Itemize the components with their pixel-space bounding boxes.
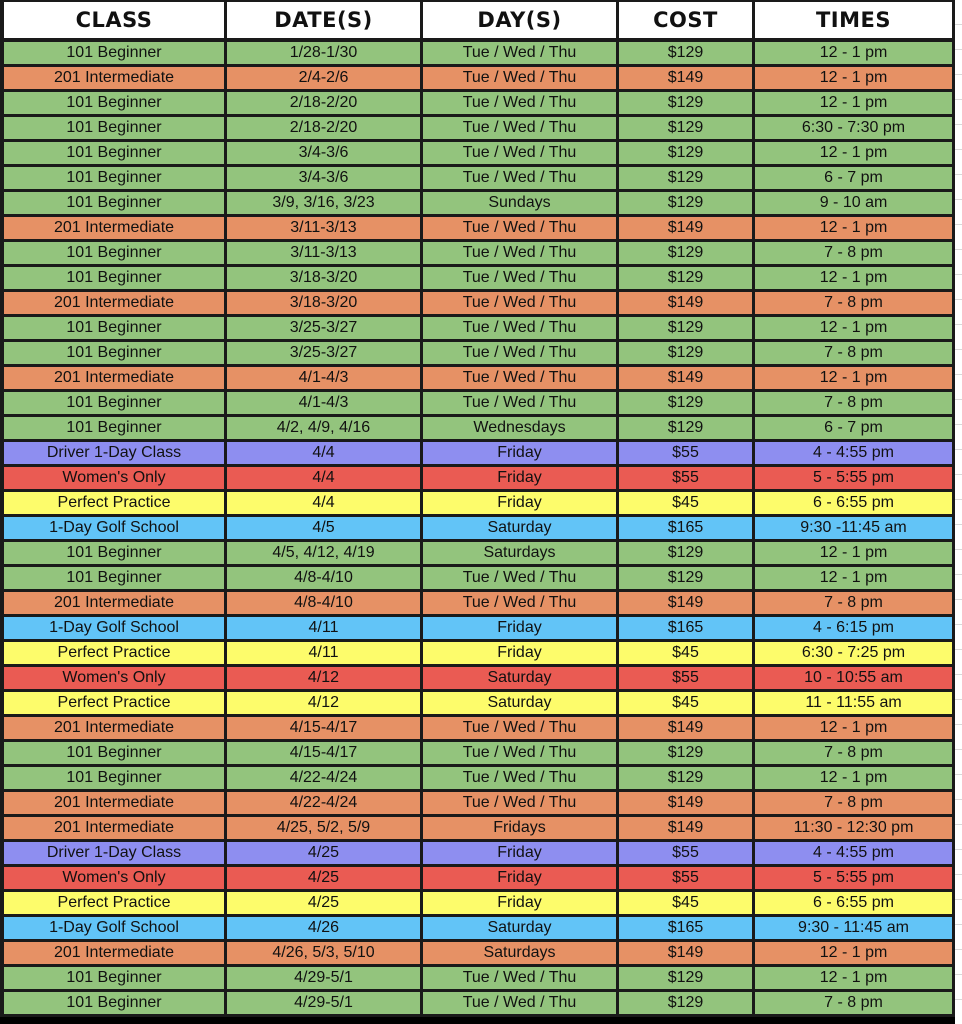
- cost-cell[interactable]: $129: [619, 767, 755, 792]
- class-cell[interactable]: 101 Beginner: [0, 567, 227, 592]
- cost-cell[interactable]: $129: [619, 967, 755, 992]
- cost-cell[interactable]: $149: [619, 292, 755, 317]
- class-cell[interactable]: Women's Only: [0, 867, 227, 892]
- days-cell[interactable]: Tue / Wed / Thu: [423, 592, 619, 617]
- cost-cell[interactable]: $149: [619, 792, 755, 817]
- dates-cell[interactable]: 4/4: [227, 467, 423, 492]
- times-cell[interactable]: 7 - 8 pm: [755, 242, 955, 267]
- class-cell[interactable]: Perfect Practice: [0, 692, 227, 717]
- table-row: [0, 667, 955, 692]
- times-cell[interactable]: 5 - 5:55 pm: [755, 867, 955, 892]
- dates-cell[interactable]: 4/26, 5/3, 5/10: [227, 942, 423, 967]
- dates-cell[interactable]: 4/25: [227, 892, 423, 917]
- class-cell[interactable]: Driver 1-Day Class: [0, 842, 227, 867]
- dates-cell[interactable]: 4/22-4/24: [227, 767, 423, 792]
- days-cell[interactable]: Friday: [423, 842, 619, 867]
- dates-cell[interactable]: 4/5, 4/12, 4/19: [227, 542, 423, 567]
- cost-cell[interactable]: $129: [619, 992, 755, 1017]
- cost-cell[interactable]: $55: [619, 842, 755, 867]
- days-cell[interactable]: Saturday: [423, 517, 619, 542]
- table-row: [0, 492, 955, 517]
- cost-cell[interactable]: $149: [619, 592, 755, 617]
- cost-cell[interactable]: $129: [619, 42, 755, 67]
- times-cell[interactable]: 12 - 1 pm: [755, 267, 955, 292]
- days-cell[interactable]: Tue / Wed / Thu: [423, 242, 619, 267]
- dates-cell[interactable]: 4/25: [227, 842, 423, 867]
- cost-cell[interactable]: $129: [619, 417, 755, 442]
- times-cell[interactable]: 10 - 10:55 am: [755, 667, 955, 692]
- dates-cell[interactable]: 2/18-2/20: [227, 117, 423, 142]
- times-cell[interactable]: 6 - 7 pm: [755, 167, 955, 192]
- dates-cell[interactable]: 3/18-3/20: [227, 267, 423, 292]
- days-cell[interactable]: Friday: [423, 442, 619, 467]
- table-row: [0, 167, 955, 192]
- days-cell[interactable]: Wednesdays: [423, 417, 619, 442]
- times-cell[interactable]: 7 - 8 pm: [755, 992, 955, 1017]
- cost-cell[interactable]: $45: [619, 642, 755, 667]
- times-cell[interactable]: 12 - 1 pm: [755, 767, 955, 792]
- table-body: [0, 42, 955, 1017]
- dates-cell[interactable]: 4/22-4/24: [227, 792, 423, 817]
- cost-cell[interactable]: $129: [619, 92, 755, 117]
- class-cell[interactable]: 201 Intermediate: [0, 817, 227, 842]
- table-row: [0, 467, 955, 492]
- header-days[interactable]: DAY(S): [423, 0, 619, 42]
- table-row: [0, 992, 955, 1017]
- dates-cell[interactable]: 4/25: [227, 867, 423, 892]
- times-cell[interactable]: 12 - 1 pm: [755, 217, 955, 242]
- days-cell[interactable]: Tue / Wed / Thu: [423, 392, 619, 417]
- dates-cell[interactable]: 4/8-4/10: [227, 592, 423, 617]
- table-row: [0, 967, 955, 992]
- dates-cell[interactable]: 4/11: [227, 617, 423, 642]
- cost-cell[interactable]: $149: [619, 367, 755, 392]
- days-cell[interactable]: Tue / Wed / Thu: [423, 717, 619, 742]
- table-row: [0, 942, 955, 967]
- cost-cell[interactable]: $55: [619, 867, 755, 892]
- dates-cell[interactable]: 4/29-5/1: [227, 992, 423, 1017]
- cost-cell[interactable]: $129: [619, 317, 755, 342]
- times-cell[interactable]: 12 - 1 pm: [755, 367, 955, 392]
- class-cell[interactable]: Women's Only: [0, 467, 227, 492]
- cost-cell[interactable]: $129: [619, 567, 755, 592]
- cost-cell[interactable]: $129: [619, 342, 755, 367]
- class-cell[interactable]: 101 Beginner: [0, 417, 227, 442]
- table-row: [0, 567, 955, 592]
- table-row: [0, 67, 955, 92]
- table-row: [0, 867, 955, 892]
- times-cell[interactable]: 6:30 - 7:30 pm: [755, 117, 955, 142]
- cost-cell[interactable]: $129: [619, 117, 755, 142]
- days-cell[interactable]: Saturday: [423, 667, 619, 692]
- header-times[interactable]: TIMES: [755, 0, 955, 42]
- table-row: [0, 242, 955, 267]
- dates-cell[interactable]: 4/15-4/17: [227, 742, 423, 767]
- table-row: [0, 342, 955, 367]
- times-cell[interactable]: 9 - 10 am: [755, 192, 955, 217]
- days-cell[interactable]: Tue / Wed / Thu: [423, 42, 619, 67]
- class-cell[interactable]: 101 Beginner: [0, 392, 227, 417]
- dates-cell[interactable]: 4/29-5/1: [227, 967, 423, 992]
- table-row: [0, 792, 955, 817]
- class-cell[interactable]: 101 Beginner: [0, 267, 227, 292]
- days-cell[interactable]: Saturdays: [423, 942, 619, 967]
- table-row: [0, 892, 955, 917]
- table-row: [0, 42, 955, 67]
- class-cell[interactable]: 1-Day Golf School: [0, 917, 227, 942]
- cost-cell[interactable]: $149: [619, 817, 755, 842]
- days-cell[interactable]: Saturday: [423, 692, 619, 717]
- times-cell[interactable]: 7 - 8 pm: [755, 792, 955, 817]
- times-cell[interactable]: 7 - 8 pm: [755, 392, 955, 417]
- times-cell[interactable]: 6:30 - 7:25 pm: [755, 642, 955, 667]
- times-cell[interactable]: 7 - 8 pm: [755, 592, 955, 617]
- times-cell[interactable]: 12 - 1 pm: [755, 142, 955, 167]
- days-cell[interactable]: Friday: [423, 642, 619, 667]
- cost-cell[interactable]: $129: [619, 392, 755, 417]
- days-cell[interactable]: Tue / Wed / Thu: [423, 567, 619, 592]
- days-cell[interactable]: Tue / Wed / Thu: [423, 967, 619, 992]
- dates-cell[interactable]: 4/12: [227, 692, 423, 717]
- cost-cell[interactable]: $149: [619, 942, 755, 967]
- days-cell[interactable]: Tue / Wed / Thu: [423, 742, 619, 767]
- class-cell[interactable]: 201 Intermediate: [0, 592, 227, 617]
- times-cell[interactable]: 5 - 5:55 pm: [755, 467, 955, 492]
- table-row: [0, 392, 955, 417]
- class-cell[interactable]: 101 Beginner: [0, 192, 227, 217]
- class-cell[interactable]: 101 Beginner: [0, 167, 227, 192]
- times-cell[interactable]: 6 - 6:55 pm: [755, 892, 955, 917]
- dates-cell[interactable]: 2/18-2/20: [227, 92, 423, 117]
- times-cell[interactable]: 11:30 - 12:30 pm: [755, 817, 955, 842]
- days-cell[interactable]: Saturdays: [423, 542, 619, 567]
- header-class[interactable]: CLASS: [0, 0, 227, 42]
- table-row: [0, 917, 955, 942]
- cost-cell[interactable]: $165: [619, 617, 755, 642]
- dates-cell[interactable]: 3/11-3/13: [227, 217, 423, 242]
- spreadsheet-gridlines: [955, 0, 962, 1024]
- days-cell[interactable]: Tue / Wed / Thu: [423, 117, 619, 142]
- cost-cell[interactable]: $45: [619, 492, 755, 517]
- cost-cell[interactable]: $149: [619, 717, 755, 742]
- cost-cell[interactable]: $129: [619, 242, 755, 267]
- table-row: [0, 417, 955, 442]
- days-cell[interactable]: Tue / Wed / Thu: [423, 317, 619, 342]
- days-cell[interactable]: Friday: [423, 892, 619, 917]
- class-cell[interactable]: 1-Day Golf School: [0, 617, 227, 642]
- table-row: [0, 142, 955, 167]
- dates-cell[interactable]: 4/1-4/3: [227, 367, 423, 392]
- days-cell[interactable]: Friday: [423, 617, 619, 642]
- class-cell[interactable]: Perfect Practice: [0, 892, 227, 917]
- class-cell[interactable]: 101 Beginner: [0, 117, 227, 142]
- days-cell[interactable]: Tue / Wed / Thu: [423, 67, 619, 92]
- days-cell[interactable]: Friday: [423, 867, 619, 892]
- times-cell[interactable]: 12 - 1 pm: [755, 567, 955, 592]
- class-cell[interactable]: Perfect Practice: [0, 492, 227, 517]
- class-cell[interactable]: 101 Beginner: [0, 142, 227, 167]
- days-cell[interactable]: Saturday: [423, 917, 619, 942]
- times-cell[interactable]: 12 - 1 pm: [755, 92, 955, 117]
- times-cell[interactable]: 12 - 1 pm: [755, 967, 955, 992]
- days-cell[interactable]: Tue / Wed / Thu: [423, 792, 619, 817]
- table-row: [0, 217, 955, 242]
- days-cell[interactable]: Tue / Wed / Thu: [423, 267, 619, 292]
- class-cell[interactable]: Women's Only: [0, 667, 227, 692]
- class-cell[interactable]: 101 Beginner: [0, 242, 227, 267]
- dates-cell[interactable]: 3/11-3/13: [227, 242, 423, 267]
- table-row: [0, 592, 955, 617]
- cost-cell[interactable]: $55: [619, 467, 755, 492]
- dates-cell[interactable]: 3/4-3/6: [227, 167, 423, 192]
- dates-cell[interactable]: 4/11: [227, 642, 423, 667]
- days-cell[interactable]: Friday: [423, 492, 619, 517]
- times-cell[interactable]: 11 - 11:55 am: [755, 692, 955, 717]
- times-cell[interactable]: 7 - 8 pm: [755, 292, 955, 317]
- table-row: [0, 517, 955, 542]
- dates-cell[interactable]: 3/9, 3/16, 3/23: [227, 192, 423, 217]
- times-cell[interactable]: 4 - 4:55 pm: [755, 442, 955, 467]
- header-dates[interactable]: DATE(S): [227, 0, 423, 42]
- dates-cell[interactable]: 3/25-3/27: [227, 317, 423, 342]
- class-cell[interactable]: 101 Beginner: [0, 992, 227, 1017]
- dates-cell[interactable]: 4/26: [227, 917, 423, 942]
- times-cell[interactable]: 12 - 1 pm: [755, 42, 955, 67]
- dates-cell[interactable]: 4/12: [227, 667, 423, 692]
- days-cell[interactable]: Tue / Wed / Thu: [423, 992, 619, 1017]
- times-cell[interactable]: 9:30 -11:45 am: [755, 517, 955, 542]
- dates-cell[interactable]: 3/18-3/20: [227, 292, 423, 317]
- class-cell[interactable]: Perfect Practice: [0, 642, 227, 667]
- times-cell[interactable]: 12 - 1 pm: [755, 542, 955, 567]
- table-row: [0, 317, 955, 342]
- class-cell[interactable]: 101 Beginner: [0, 542, 227, 567]
- cost-cell[interactable]: $45: [619, 692, 755, 717]
- dates-cell[interactable]: 4/2, 4/9, 4/16: [227, 417, 423, 442]
- cost-cell[interactable]: $129: [619, 167, 755, 192]
- cost-cell[interactable]: $149: [619, 217, 755, 242]
- table-row: [0, 642, 955, 667]
- class-cell[interactable]: 101 Beginner: [0, 967, 227, 992]
- table-row: [0, 92, 955, 117]
- class-cell[interactable]: 101 Beginner: [0, 742, 227, 767]
- dates-cell[interactable]: 4/4: [227, 442, 423, 467]
- dates-cell[interactable]: 4/5: [227, 517, 423, 542]
- table-row: [0, 617, 955, 642]
- header-cost[interactable]: COST: [619, 0, 755, 42]
- times-cell[interactable]: 12 - 1 pm: [755, 942, 955, 967]
- dates-cell[interactable]: 1/28-1/30: [227, 42, 423, 67]
- days-cell[interactable]: Tue / Wed / Thu: [423, 292, 619, 317]
- days-cell[interactable]: Friday: [423, 467, 619, 492]
- days-cell[interactable]: Tue / Wed / Thu: [423, 767, 619, 792]
- times-cell[interactable]: 7 - 8 pm: [755, 742, 955, 767]
- days-cell[interactable]: Tue / Wed / Thu: [423, 367, 619, 392]
- table-row: [0, 692, 955, 717]
- times-cell[interactable]: 4 - 4:55 pm: [755, 842, 955, 867]
- table-row: [0, 767, 955, 792]
- cost-cell[interactable]: $129: [619, 142, 755, 167]
- cost-cell[interactable]: $129: [619, 267, 755, 292]
- days-cell[interactable]: Tue / Wed / Thu: [423, 342, 619, 367]
- cost-cell[interactable]: $55: [619, 667, 755, 692]
- table-row: [0, 542, 955, 567]
- cost-cell[interactable]: $165: [619, 517, 755, 542]
- table-row: [0, 292, 955, 317]
- class-cell[interactable]: 201 Intermediate: [0, 217, 227, 242]
- times-cell[interactable]: 7 - 8 pm: [755, 342, 955, 367]
- class-cell[interactable]: 201 Intermediate: [0, 792, 227, 817]
- class-cell[interactable]: 1-Day Golf School: [0, 517, 227, 542]
- cost-cell[interactable]: $45: [619, 892, 755, 917]
- cost-cell[interactable]: $55: [619, 442, 755, 467]
- cost-cell[interactable]: $149: [619, 67, 755, 92]
- class-cell[interactable]: 101 Beginner: [0, 92, 227, 117]
- class-cell[interactable]: Driver 1-Day Class: [0, 442, 227, 467]
- dates-cell[interactable]: 3/4-3/6: [227, 142, 423, 167]
- table-row: [0, 442, 955, 467]
- table-row: [0, 267, 955, 292]
- times-cell[interactable]: 9:30 - 11:45 am: [755, 917, 955, 942]
- dates-cell[interactable]: 4/8-4/10: [227, 567, 423, 592]
- table-row: [0, 817, 955, 842]
- times-cell[interactable]: 6 - 7 pm: [755, 417, 955, 442]
- times-cell[interactable]: 6 - 6:55 pm: [755, 492, 955, 517]
- table-row: [0, 717, 955, 742]
- class-cell[interactable]: 201 Intermediate: [0, 717, 227, 742]
- class-cell[interactable]: 101 Beginner: [0, 342, 227, 367]
- class-cell[interactable]: 201 Intermediate: [0, 367, 227, 392]
- dates-cell[interactable]: 4/25, 5/2, 5/9: [227, 817, 423, 842]
- days-cell[interactable]: Tue / Wed / Thu: [423, 217, 619, 242]
- cost-cell[interactable]: $129: [619, 192, 755, 217]
- class-cell[interactable]: 101 Beginner: [0, 317, 227, 342]
- header-row: [0, 0, 955, 42]
- dates-cell[interactable]: 4/1-4/3: [227, 392, 423, 417]
- table-row: [0, 367, 955, 392]
- times-cell[interactable]: 4 - 6:15 pm: [755, 617, 955, 642]
- class-cell[interactable]: 101 Beginner: [0, 42, 227, 67]
- days-cell[interactable]: Tue / Wed / Thu: [423, 142, 619, 167]
- days-cell[interactable]: Tue / Wed / Thu: [423, 92, 619, 117]
- dates-cell[interactable]: 2/4-2/6: [227, 67, 423, 92]
- class-cell[interactable]: 201 Intermediate: [0, 67, 227, 92]
- times-cell[interactable]: 12 - 1 pm: [755, 317, 955, 342]
- dates-cell[interactable]: 3/25-3/27: [227, 342, 423, 367]
- times-cell[interactable]: 12 - 1 pm: [755, 717, 955, 742]
- times-cell[interactable]: 12 - 1 pm: [755, 67, 955, 92]
- table-row: [0, 842, 955, 867]
- cost-cell[interactable]: $129: [619, 742, 755, 767]
- class-cell[interactable]: 201 Intermediate: [0, 942, 227, 967]
- dates-cell[interactable]: 4/4: [227, 492, 423, 517]
- table-row: [0, 742, 955, 767]
- class-cell[interactable]: 201 Intermediate: [0, 292, 227, 317]
- days-cell[interactable]: Sundays: [423, 192, 619, 217]
- cost-cell[interactable]: $165: [619, 917, 755, 942]
- cost-cell[interactable]: $129: [619, 542, 755, 567]
- days-cell[interactable]: Fridays: [423, 817, 619, 842]
- dates-cell[interactable]: 4/15-4/17: [227, 717, 423, 742]
- class-cell[interactable]: 101 Beginner: [0, 767, 227, 792]
- days-cell[interactable]: Tue / Wed / Thu: [423, 167, 619, 192]
- table-row: [0, 117, 955, 142]
- table-row: [0, 192, 955, 217]
